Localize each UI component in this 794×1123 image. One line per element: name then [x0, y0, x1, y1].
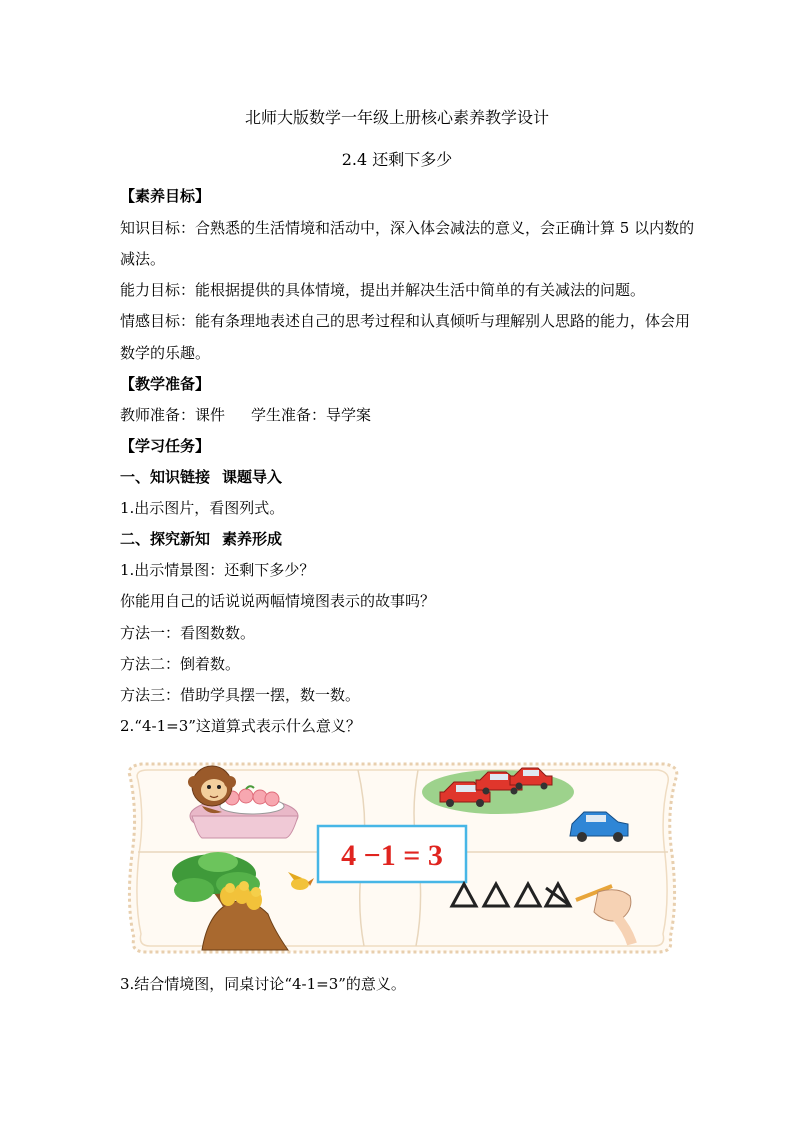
teacher-preparation: 教师准备：课件 — [120, 406, 226, 424]
part-one-title: 一、知识链接 — [120, 468, 211, 486]
section-heading-tasks: 【学习任务】 — [120, 437, 211, 455]
equation-text: 4 −1 = 3 — [341, 839, 443, 872]
task-item-discussion: 3.结合情境图，同桌讨论“4-1=3”的意义。 — [120, 975, 406, 993]
part-two-subtitle: 素养形成 — [222, 530, 283, 548]
document-title: 北师大版数学一年级上册核心素养教学设计 — [244, 108, 549, 127]
part-two-title: 二、探究新知 — [120, 530, 211, 548]
section-heading-goals: 【素养目标】 — [120, 187, 211, 205]
ability-goal: 能力目标：能根据提供的具体情境，提出并解决生活中简单的有关减法的问题。 — [120, 281, 646, 299]
part-two-heading — [120, 529, 700, 549]
method-two: 方法二：倒着数。 — [120, 655, 241, 673]
method-one: 方法一：看图数数。 — [120, 624, 256, 642]
knowledge-goal-line-1: 知识目标：合熟悉的生活情境和活动中，深入体会减法的意义，会正确计算 5 以内数的 — [120, 219, 695, 237]
method-three: 方法三：借助学具摆一摆，数一数。 — [120, 686, 361, 704]
part-one-subtitle: 课题导入 — [222, 468, 283, 486]
emotion-goal-line-2: 数学的乐趣。 — [120, 344, 211, 362]
task-item-meaning: 2.“4-1=3”这道算式表示什么意义？ — [120, 717, 361, 735]
student-preparation: 学生准备：导学案 — [251, 406, 372, 424]
situation-illustration — [118, 754, 688, 960]
preparation-line — [120, 405, 700, 425]
lesson-title: 2.4 还剩下多少 — [341, 150, 453, 169]
section-heading-preparation: 【教学准备】 — [120, 375, 211, 393]
task-item-scene: 1.出示情景图：还剩下多少？ — [120, 561, 315, 579]
knowledge-goal-line-2: 减法。 — [120, 250, 166, 268]
part-one-heading — [120, 467, 700, 487]
emotion-goal-line-1: 情感目标：能有条理地表述自己的思考过程和认真倾听与理解别人思路的能力，体会用 — [120, 312, 691, 330]
equation-box — [318, 826, 466, 882]
task-item-1: 1.出示图片，看图列式。 — [120, 499, 285, 517]
task-question-story: 你能用自己的话说说两幅情境图表示的故事吗？ — [120, 592, 436, 610]
